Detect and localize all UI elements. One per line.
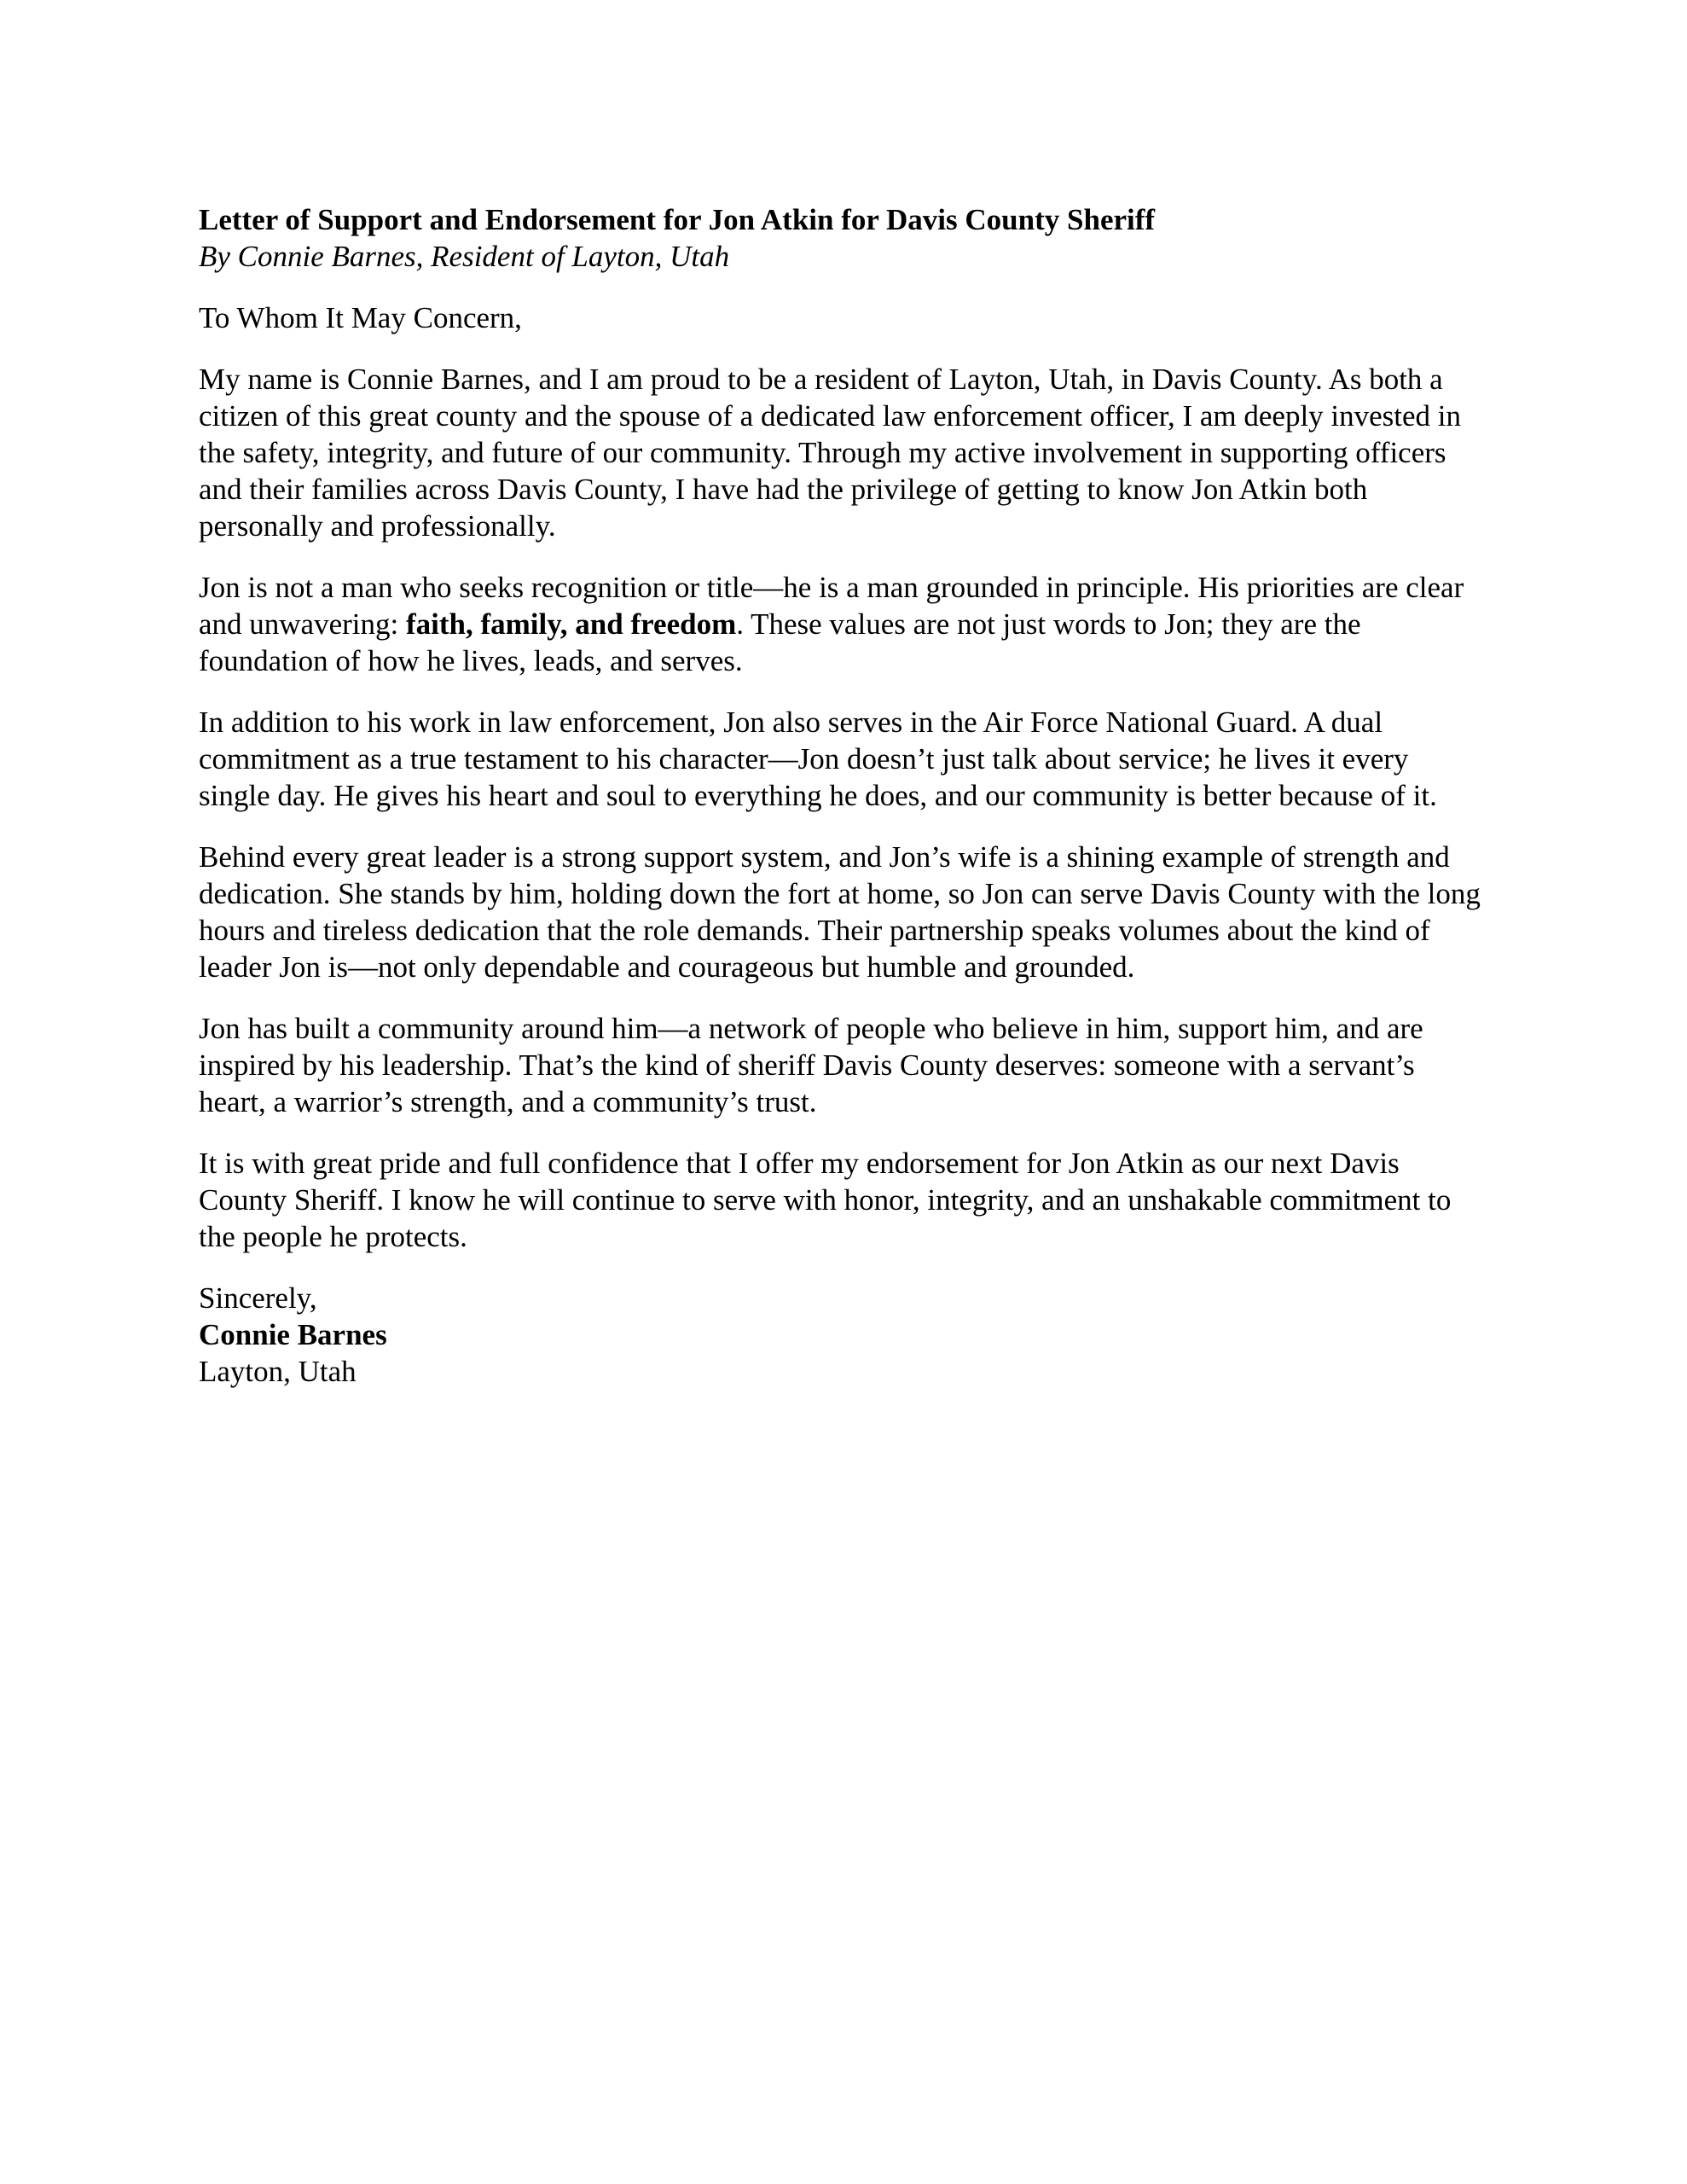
letter-byline: By Connie Barnes, Resident of Layton, Utah [199, 240, 730, 273]
letter-title: Letter of Support and Endorsement for Jon Atkin for Davis County Sheriff [199, 203, 1156, 236]
letter-header [199, 201, 1486, 275]
closing-location: Layton, Utah [199, 1355, 357, 1388]
closing-sincerely: Sincerely, [199, 1281, 317, 1315]
paragraph-national-guard: In addition to his work in law enforcement, Jon also serves in the Air Force National Guard. A dual commitment as a true testament to his character—Jon doesn’t just talk about service; he lives it every single day. He gives his heart and soul to everything he does, and our community is better because of it. [199, 706, 1437, 812]
paragraph-priorities [199, 569, 1486, 679]
paragraph-endorsement: It is with great pride and full confidence that I offer my endorsement for Jon Atkin as our next Davis County Sheriff. I know he will continue to serve with honor, integrity, and an unshakable commitment to the people he protects. [199, 1147, 1452, 1253]
closing-block [199, 1280, 1486, 1390]
paragraph-community: Jon has built a community around him—a network of people who believe in him, support him, and are inspired by his leadership. That’s the kind of sheriff Davis County deserves: someone with a servant’s heart, a warrior’s strength, and a community’s trust. [199, 1012, 1423, 1118]
priorities-text-after: . These values are not just words to Jon; they are the foundation of how he lives, leads, and serves. [199, 607, 1361, 677]
closing-signature-name: Connie Barnes [199, 1318, 387, 1351]
salutation: To Whom It May Concern, [199, 301, 522, 334]
paragraph-intro: My name is Connie Barnes, and I am proud to be a resident of Layton, Utah, in Davis County. As both a citizen of this great county and the spouse of a dedicated law enforcement officer, I am deeply invested in the safety, integrity, and future of our community. Through my active involvement in supporting officers and their families across Davis County, I have had the privilege of getting to know Jon Atkin both personally and professionally. [199, 363, 1462, 543]
paragraph-support-system: Behind every great leader is a strong support system, and Jon’s wife is a shining example of strength and dedication. She stands by him, holding down the fort at home, so Jon can serve Davis County with the long hours and tireless dedication that the role demands. Their partnership speaks volumes about the kind of leader Jon is—not only dependable and courageous but humble and grounded. [199, 840, 1481, 984]
priorities-text-before: Jon is not a man who seeks recognition or title—he is a man grounded in principle. His priorities are clear and unwavering: [199, 571, 1464, 641]
priorities-bold-phrase: faith, family, and freedom [405, 607, 737, 641]
